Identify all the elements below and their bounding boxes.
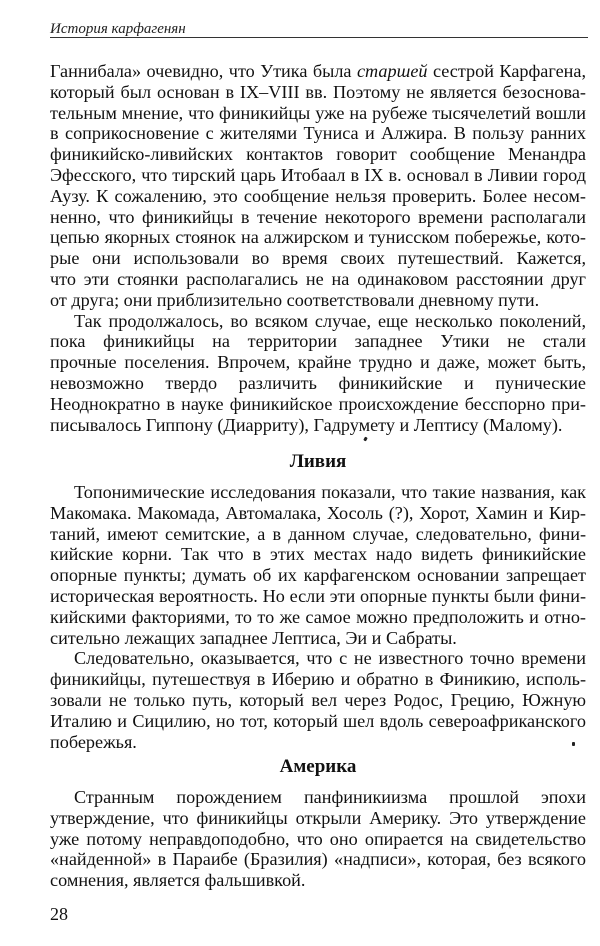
- text-line: [50, 373, 586, 394]
- section-heading-livia: Ливия: [289, 451, 347, 472]
- text-line: [50, 524, 586, 545]
- text-segment: прочные поселения. Впрочем, крайне трудно и даже, может быть,: [50, 352, 586, 373]
- text-line: [50, 732, 586, 753]
- text-segment: опорные пункты; думать об их карфагенском основании запрещает: [50, 565, 586, 586]
- text-segment: финикийцы, путешествуя в Иберию и обратно в Финикию, исполь-: [50, 669, 586, 690]
- text-segment: Эфесского, что тирский царь Итобаал в IX в. основал в Ливии город: [50, 164, 586, 185]
- text-line: [50, 503, 586, 524]
- text-line: [50, 628, 586, 649]
- paragraph: [50, 61, 586, 311]
- text-segment: сительно лежащих западнее Лептиса, Эи и Сабраты.: [50, 627, 457, 648]
- text-line: [50, 82, 586, 103]
- text-segment: рые они использовали во время своих путешествий. Кажется,: [50, 248, 586, 269]
- text-segment: Неоднократно в науке финикийское происхождение бесспорно при-: [50, 393, 586, 414]
- text-line: [50, 787, 586, 808]
- text-segment: Следовательно, оказывается, что с не известного точно времени: [74, 648, 586, 669]
- text-segment: Италию и Сицилию, но тот, который шел вдоль североафриканского: [50, 710, 586, 731]
- text-line: [50, 394, 586, 415]
- text-segment: ненно, что финикийцы в течение некоторого времени располагали: [50, 206, 586, 227]
- text-line: [50, 311, 586, 332]
- text-segment: тельным мнение, что финикийцы уже на рубеже тысячелетий вошли: [50, 102, 586, 123]
- text-line: [50, 849, 586, 870]
- paragraph: [50, 482, 586, 648]
- text-line: [50, 290, 586, 311]
- text-segment: уже потому неправдоподобно, что оно опирается на свидетельство: [50, 828, 586, 849]
- text-line: [50, 482, 586, 503]
- text-line: [50, 607, 586, 628]
- text-line: [50, 586, 586, 607]
- text-segment: кийские корни. Так что в этих местах надо видеть финикийские: [50, 544, 586, 565]
- section-intro: [50, 61, 586, 435]
- text-segment: который был основан в IX–VIII вв. Поэтому не является безоснова-: [50, 81, 586, 102]
- text-segment: Аузу. К сожалению, это сообщение нельзя проверить. Более несом-: [50, 185, 586, 206]
- text-line: [50, 352, 586, 373]
- text-line: [50, 870, 586, 891]
- emphasis-text: старшей: [356, 61, 428, 81]
- text-segment: Так продолжалось, во всяком случае, еще несколько поколений,: [74, 310, 586, 331]
- text-line: [50, 829, 586, 850]
- text-line: [50, 269, 586, 290]
- text-line: [50, 207, 586, 228]
- text-line: [50, 711, 586, 732]
- text-segment: Странным порождением панфиникиизма прошлой эпохи: [74, 787, 586, 807]
- text-segment: утверждение, что финикийцы открыли Америку. Это утверждение: [50, 807, 586, 828]
- text-segment: Ганнибала» очевидно, что Утика была: [50, 61, 357, 81]
- text-line: [50, 186, 586, 207]
- text-line: [50, 565, 586, 586]
- text-segment: что эти стоянки располагались не на одинаковом расстоянии друг: [50, 268, 586, 289]
- text-segment: сестрой Карфагена,: [427, 61, 586, 81]
- text-segment: сомнения, является фальшивкой.: [50, 870, 306, 891]
- text-segment: цепью якорных стоянок на алжирском и тунисском побережье, кото-: [50, 227, 586, 248]
- text-line: [50, 248, 586, 269]
- text-segment: в соприкосновение с жителями Туниса и Алжира. В пользу ранних: [50, 123, 586, 144]
- paragraph: [50, 648, 586, 752]
- text-line: [50, 690, 586, 711]
- text-segment: Макомака. Макомада, Автомалака, Хосоль (?), Хорот, Хамин и Кир-: [50, 502, 586, 523]
- section-heading-america: Америка: [279, 756, 357, 777]
- text-segment: от друга; они приблизительно соответствовали дневному пути.: [50, 289, 540, 310]
- text-line: [50, 123, 586, 144]
- text-line: [50, 61, 586, 82]
- text-line: [50, 544, 586, 565]
- scan-speck: [572, 742, 575, 746]
- text-line: [50, 669, 586, 690]
- text-segment: «найденной» в Параибе (Бразилия) «надписи», которая, без всякого: [50, 849, 586, 870]
- header-rule: [50, 37, 588, 38]
- text-segment: зовали не только путь, который вел через Родос, Грецию, Южную: [50, 689, 586, 710]
- text-line: [50, 103, 586, 124]
- text-segment: финикийско-ливийских контактов говорит сообщение Менандра: [50, 144, 586, 165]
- text-segment: побережья.: [50, 731, 137, 752]
- paragraph: [50, 787, 586, 891]
- text-line: [50, 144, 586, 165]
- running-title: История карфагенян: [50, 21, 186, 37]
- section-livia: [50, 482, 586, 752]
- text-segment: историческая вероятность. Но если эти опорные пункты были фини-: [50, 585, 586, 606]
- text-line: [50, 415, 586, 436]
- page-number: 28: [50, 904, 68, 924]
- text-line: [50, 648, 586, 669]
- text-segment: невозможно твердо различить финикийские и пунические: [50, 372, 586, 393]
- text-segment: кийскими факториями, то то же самое можно предположить и отно-: [50, 606, 586, 627]
- text-line: [50, 165, 586, 186]
- paragraph: [50, 311, 586, 436]
- text-segment: писывалось Гиппону (Диарриту), Гадрумету и Лептису (Малому).: [50, 414, 563, 435]
- text-segment: таний, имеют семитские, а в данном случае, следовательно, фини-: [50, 523, 586, 544]
- text-line: [50, 227, 586, 248]
- section-america: [50, 787, 586, 891]
- text-line: [50, 331, 586, 352]
- text-segment: Топонимические исследования показали, что такие названия, как: [74, 482, 586, 502]
- text-line: [50, 808, 586, 829]
- text-segment: пока финикийцы на территории западнее Утики не стали: [50, 331, 586, 352]
- scan-speck: [363, 437, 368, 442]
